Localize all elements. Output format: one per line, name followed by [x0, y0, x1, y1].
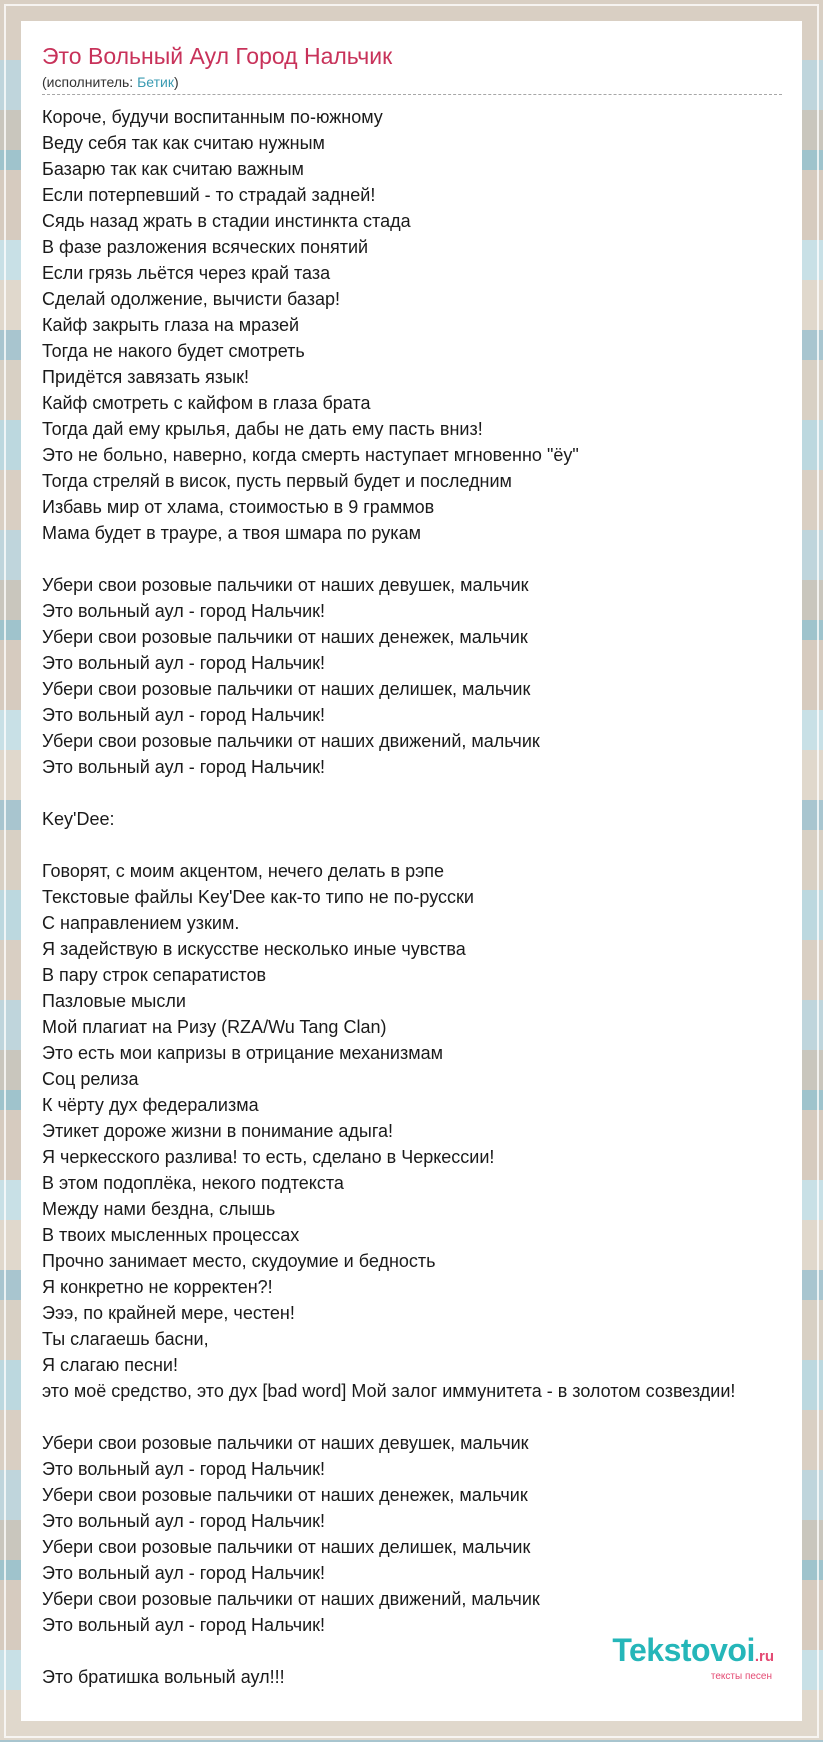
lyric-line: Если потерпевший - то страдай задней!	[42, 185, 376, 205]
performer-line	[42, 73, 782, 91]
song-header	[42, 41, 782, 95]
lyric-line: Кайф закрыть глаза на мразей	[42, 315, 300, 335]
artist-link[interactable]: Бетик	[137, 74, 174, 90]
lyric-blank-line	[42, 780, 735, 806]
lyric-line: Эээ, по крайней мере, честен!	[42, 1303, 295, 1323]
lyric-line: В твоих мысленных процессах	[42, 1225, 300, 1245]
lyric-blank-line	[42, 546, 735, 572]
performer-prefix: (исполнитель:	[42, 74, 138, 90]
lyric-line: Это вольный аул - город Нальчик!	[42, 601, 325, 621]
lyric-line: Веду себя так как считаю нужным	[42, 133, 325, 153]
lyric-line: Это вольный аул - город Нальчик!	[42, 1511, 325, 1531]
lyric-line: Если грязь льётся через край таза	[42, 263, 331, 283]
lyric-line: Прочно занимает место, скудоумие и бедность	[42, 1251, 436, 1271]
lyric-line: Кайф смотреть с кайфом в глаза брата	[42, 393, 371, 413]
logo-tagline: тексты песен	[710, 1671, 772, 1682]
lyric-line: Говорят, с моим акцентом, нечего делать в рэпе	[42, 861, 445, 881]
lyric-line: Это вольный аул - город Нальчик!	[42, 705, 325, 725]
lyric-line: Ты слагаешь басни,	[42, 1329, 209, 1349]
lyric-blank-line	[42, 1404, 735, 1430]
lyric-line: Мой плагиат на Ризу (RZA/Wu Tang Clan)	[42, 1017, 387, 1037]
lyric-line: В фазе разложения всяческих понятий	[42, 237, 369, 257]
lyric-line: Это вольный аул - город Нальчик!	[42, 653, 325, 673]
lyric-line: Это вольный аул - город Нальчик!	[42, 757, 325, 777]
lyric-line: Пазловые мысли	[42, 991, 186, 1011]
lyric-line: В пару строк сепаратистов	[42, 965, 267, 985]
lyric-line: Это вольный аул - город Нальчик!	[42, 1563, 325, 1583]
lyrics-sheet	[21, 21, 802, 1721]
lyric-line: В этом подоплёка, некого подтекста	[42, 1173, 344, 1193]
lyric-line: Текстовые файлы Key'Dee как-то типо не по-русски	[42, 887, 474, 907]
performer-suffix: )	[173, 74, 179, 90]
lyric-line: Тогда не накого будет смотреть	[42, 341, 305, 361]
lyric-line: Это вольный аул - город Нальчик!	[42, 1615, 325, 1635]
lyric-line: Убери свои розовые пальчики от наших движений, мальчик	[42, 1589, 540, 1609]
lyric-line: Избавь мир от хлама, стоимостью в 9 граммов	[42, 497, 435, 517]
logo-wordmark	[612, 1633, 774, 1674]
lyric-line: Я задействую в искусстве несколько иные чувства	[42, 939, 466, 959]
lyric-line: Сделай одолжение, вычисти базар!	[42, 289, 340, 309]
lyric-line: С направлением узким.	[42, 913, 240, 933]
lyric-line: Сядь назад жрать в стадии инстинкта стада	[42, 211, 411, 231]
logo-tld: .ru	[754, 1648, 774, 1665]
lyric-line: Убери свои розовые пальчики от наших девушек, мальчик	[42, 575, 529, 595]
lyrics-text	[42, 104, 735, 1690]
lyric-line: Мама будет в трауре, а твоя шмара по рукам	[42, 523, 421, 543]
lyric-line: Я слагаю песни!	[42, 1355, 178, 1375]
lyric-line: Я конкретно не корректен?!	[42, 1277, 273, 1297]
lyric-line: Убери свои розовые пальчики от наших денежек, мальчик	[42, 627, 528, 647]
lyric-line: Убери свои розовые пальчики от наших движений, мальчик	[42, 731, 540, 751]
lyric-line: Это есть мои капризы в отрицание механизмам	[42, 1043, 443, 1063]
lyric-line: Это вольный аул - город Нальчик!	[42, 1459, 325, 1479]
lyric-line: Между нами бездна, слышь	[42, 1199, 276, 1219]
lyric-line: это моё средство, это дух [bad word] Мой залог иммунитета - в золотом созвездии!	[42, 1381, 736, 1401]
lyric-line: Убери свои розовые пальчики от наших девушек, мальчик	[42, 1433, 529, 1453]
lyric-line: Этикет дороже жизни в понимание адыга!	[42, 1121, 394, 1141]
lyric-line: Я черкесского разлива! то есть, сделано в Черкессии!	[42, 1147, 495, 1167]
header-divider	[42, 94, 782, 95]
lyric-line: Убери свои розовые пальчики от наших денежек, мальчик	[42, 1485, 528, 1505]
lyric-line: Это братишка вольный аул!!!	[42, 1667, 285, 1687]
lyric-line: Короче, будучи воспитанным по-южному	[42, 107, 383, 127]
lyric-blank-line	[42, 832, 735, 858]
lyric-line: Тогда дай ему крылья, дабы не дать ему пасть вниз!	[42, 419, 483, 439]
lyric-line: Тогда стреляй в висок, пусть первый будет и последним	[42, 471, 512, 491]
song-title: Это Вольный Аул Город Нальчик	[42, 43, 393, 69]
site-logo[interactable]	[612, 1633, 774, 1683]
lyric-line: Базарю так как считаю важным	[42, 159, 304, 179]
lyric-line: Это не больно, наверно, когда смерть наступает мгновенно "ёу"	[42, 445, 579, 465]
lyric-line: Придётся завязать язык!	[42, 367, 249, 387]
lyric-line: К чёрту дух федерализма	[42, 1095, 259, 1115]
lyric-line: Соц релиза	[42, 1069, 139, 1089]
lyric-line: Key'Dee:	[42, 809, 115, 829]
logo-name: Tekstovoi	[612, 1632, 755, 1668]
lyric-line: Убери свои розовые пальчики от наших делишек, мальчик	[42, 679, 531, 699]
lyric-line: Убери свои розовые пальчики от наших делишек, мальчик	[42, 1537, 531, 1557]
